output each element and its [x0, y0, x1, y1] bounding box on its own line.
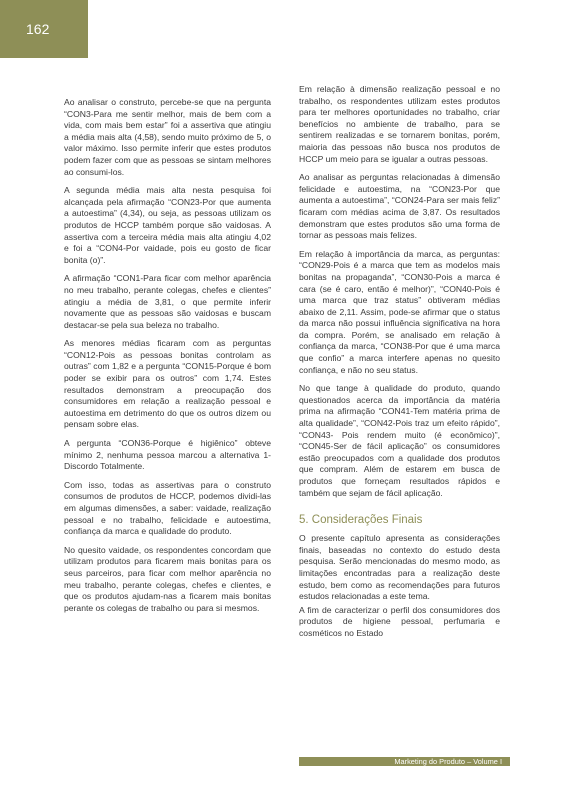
paragraph: A afirmação “CON1-Para ficar com melhor aparência no meu trabalho, perante colegas, chefes e clientes” atingiu a média de 3,81, o que permite inferir novamente que as pessoas são vaidosas e buscam destacar-se pela sua beleza no trabalho. — [64, 273, 271, 330]
paragraph: No que tange à qualidade do produto, quando questionados acerca da importância da matéria prima na afirmação “CON41-Tem matéria prima de alta qualidade”, “CON42-Pois traz um efeito rápido”, “CON43- Pois rendem muito (é econômico)”, “CON45-Ser de fácil aplicação” os consumidores estão preocupados com a qualidade dos produtos que compram. Além de estarem em busca de produtos que forneçam resultados rápidos e também que sejam de fácil aplicação. — [299, 383, 500, 498]
paragraph: Ao analisar as perguntas relacionadas à dimensão felicidade e autoestima, na “CON23-Por que aumenta a autoestima”, “CON24-Para ser mais feliz” ficaram com médias acima de 3,87. Os resultados demonstram que estes produtos são uma forma de tornar as pessoas mais felizes. — [299, 172, 500, 241]
paragraph: As menores médias ficaram com as perguntas “CON12-Pois as pessoas bonitas controlam as outras” com 1,82 e a pergunta “CON15-Porque é bom poder se exibir para os outros” com 1,74. Estes resultados demonstram a preocupação dos consumidores em relação a realização pessoal e autoestima em detrimento do que os outros dizem ou pensam sobre elas. — [64, 338, 271, 430]
paragraph: A pergunta “CON36-Porque é higiênico” obteve mínimo 2, nenhuma pessoa marcou a alternativa 1- Discordo Totalmente. — [64, 438, 271, 472]
paragraph: No quesito vaidade, os respondentes concordam que utilizam produtos para ficarem mais bonitas para os seus parceiros, para ficar com melhor aparência no meu trabalho, perante colegas, chefes e clientes, e que os produtos ajudam-nas a ficarem mais bonitas perante os colegas de trabalho ou para si mesmos. — [64, 544, 271, 613]
section-heading: 5. Considerações Finais — [299, 514, 423, 527]
paragraph: Em relação à importância da marca, as perguntas: “CON29-Pois é a marca que tem as modelos mais bonitas na propaganda”, “CON30-Pois a marca é cara (se é caro, então é melhor)”, “CON40-Pois é uma marca que traz status” obtiveram médias abaixo de 2,11. Assim, pode-se afirmar que o status da marca não possui influência significativa na hora da compra. Porém, se analisado em relação à confiança da marca, “CON38-Por que é uma marca que confio” a marca interfere apenas no quesito confiança, e não no seu status. — [299, 248, 500, 375]
footer-text: Marketing do Produto – Volume I — [394, 757, 502, 766]
paragraph: A segunda média mais alta nesta pesquisa foi alcançada pela afirmação “CON23-Por que aumenta a autoestima” (4,34), ou seja, as pessoas utilizam os produtos de HCCP também porque são vaidosas. A assertiva com a terceira média mais alta atingiu 4,02 e foi a “CON4-Por vaidade, pois eu gosto de ficar bonita (o)”. — [64, 185, 271, 265]
right-column — [299, 84, 500, 647]
footer-bar — [299, 757, 510, 766]
paragraph: O presente capítulo apresenta as considerações finais, baseadas no contexto do estudo desta pesquisa. Serão mencionadas do mesmo modo, as limitações encontradas para a realização deste estudo, bem como as recomendações para futuros estudos relacionadas a este tema. — [299, 533, 500, 602]
left-column — [64, 97, 271, 621]
paragraph: Ao analisar o construto, percebe-se que na pergunta “CON3-Para me sentir melhor, mais de bem com a vida, com mais bem estar” foi a assertiva que atingiu a média mais alta (4,58), sendo muito próximo de 5, o valor máximo. Isso permite inferir que estes produtos podem fazer com que as pessoas se sintam melhores ao consumi-los. — [64, 97, 271, 177]
paragraph: Em relação à dimensão realização pessoal e no trabalho, os respondentes utilizam estes produtos para ter melhores oportunidades no trabalho, criar benefícios no ambiente de trabalho, para se sentirem realizadas e se tornarem bonitas, porém, maioria das pessoas não busca nos produtos de HCCP um meio para se igualar a outras pessoas. — [299, 84, 500, 164]
page-number: 162 — [26, 21, 50, 37]
page-number-box — [0, 0, 88, 58]
paragraph: Com isso, todas as assertivas para o construto consumos de produtos de HCCP, podemos dividi-las em algumas dimensões, a saber: vaidade, realização pessoal e no trabalho, felicidade e autoestima, confiança da marca e qualidade do produto. — [64, 479, 271, 537]
paragraph: A fim de caracterizar o perfil dos consumidores dos produtos de higiene pessoal, perfumaria e cosméticos no Estado — [299, 604, 500, 638]
